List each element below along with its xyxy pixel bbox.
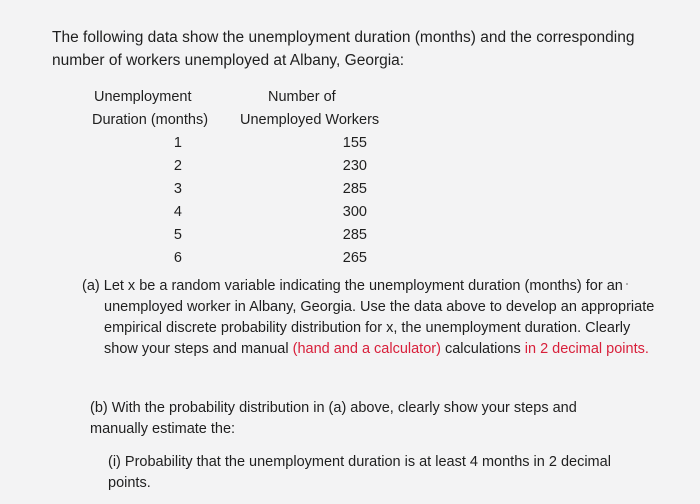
question-part-b-i: [108, 452, 628, 494]
intro-line: The following data show the unemployment duration (months) and the corresponding: [52, 29, 635, 46]
stray-dot: [626, 283, 628, 285]
duration-cell: 6: [173, 250, 182, 266]
question-part-b: [90, 398, 650, 440]
part-b-i-text: (i) Probability that the unemployment duration is at least 4 months in 2 decimal: [108, 454, 611, 470]
duration-cell: 2: [173, 158, 182, 174]
intro-text: [52, 26, 652, 72]
workers-cell: 265: [342, 250, 367, 266]
workers-cell: 300: [342, 204, 367, 220]
workers-cell: 230: [342, 158, 367, 174]
part-b-text: manually estimate the:: [90, 421, 236, 437]
part-a-text: calculations: [444, 341, 525, 357]
col1-header-line2: Duration (months): [92, 112, 209, 128]
workers-column: [332, 132, 367, 270]
workers-cell: 285: [342, 181, 367, 197]
part-a-text: an unemployed worker in Albany, Georgia. Use the data above to develop an: [104, 278, 623, 315]
workers-cell: 155: [342, 135, 367, 151]
part-b-text: (b) With the probability distribution in (a) above, clearly show your steps and: [90, 400, 577, 416]
duration-cell: 3: [173, 181, 182, 197]
intro-line: number of workers unemployed at Albany, Georgia:: [52, 52, 405, 69]
part-a-text: appropriate empirical discrete probability distribution for x, the unemployment: [104, 299, 655, 336]
part-a-text: duration. Clearly show your steps and manual: [104, 320, 631, 357]
duration-cell: 4: [173, 204, 182, 220]
col1-header-line1: Unemployment: [94, 89, 192, 105]
question-part-a: [82, 276, 664, 360]
col2-header-line2: Unemployed Workers: [240, 112, 380, 128]
duration-cell: 5: [173, 227, 182, 243]
part-a-highlight: (hand and a calculator): [292, 341, 441, 357]
part-b-i-text: points.: [108, 475, 151, 491]
part-a-highlight: in 2 decimal points.: [524, 341, 649, 357]
part-a-text: (a) Let x be a random variable indicating the unemployment duration (months) for: [82, 278, 603, 294]
duration-cell: 1: [173, 135, 182, 151]
workers-cell: 285: [342, 227, 367, 243]
duration-column: [92, 132, 182, 270]
col2-header-line1: Number of: [268, 89, 336, 105]
